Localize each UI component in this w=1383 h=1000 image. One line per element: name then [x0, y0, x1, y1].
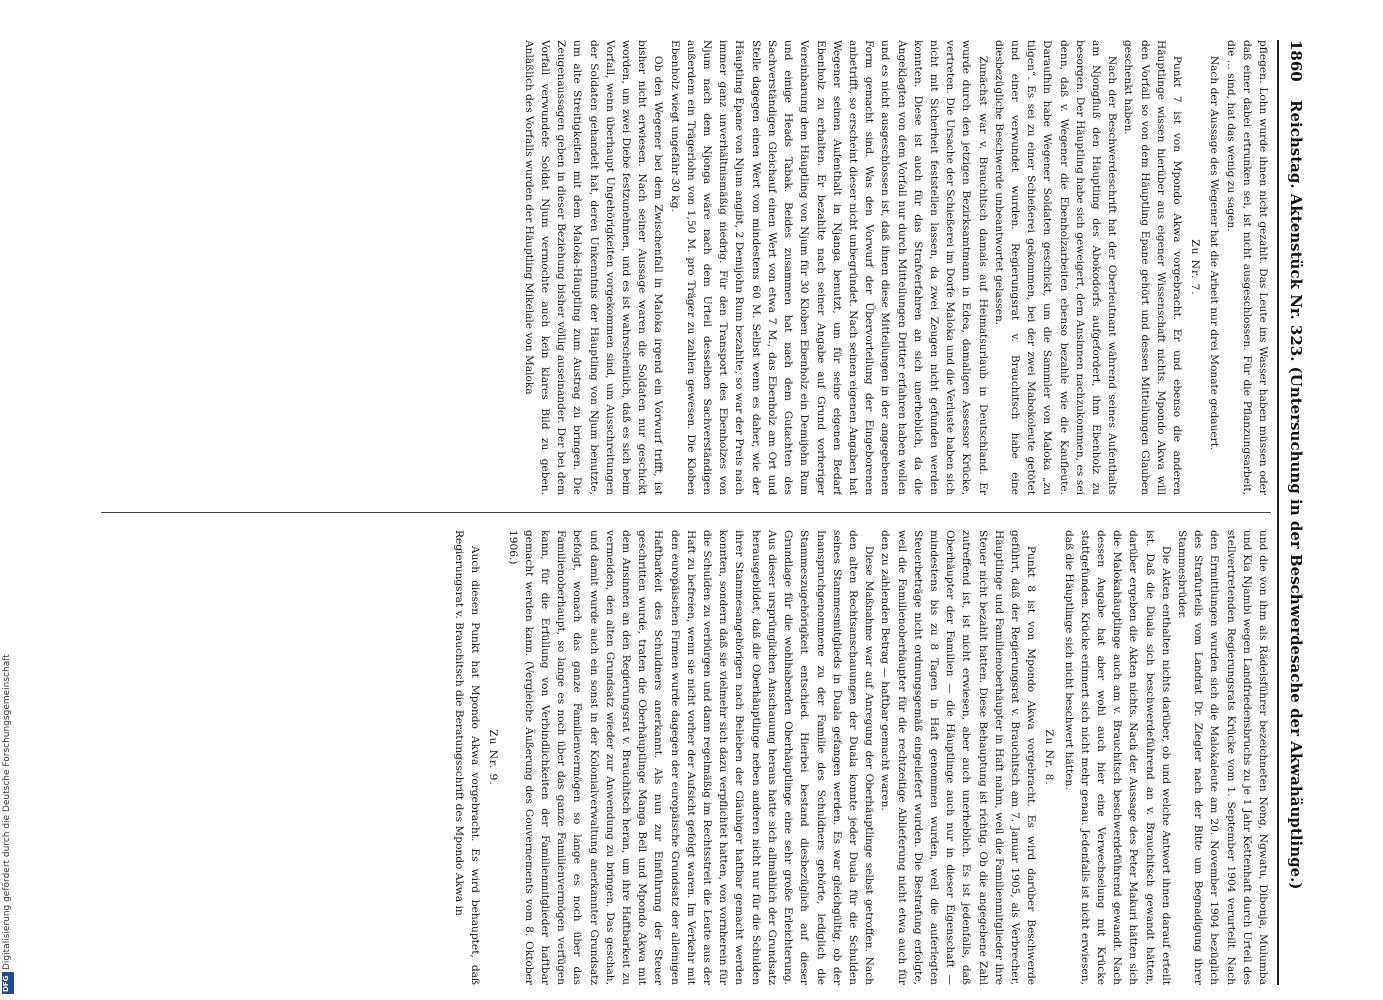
credit-text: Digitalisierung gefördert durch die Deutsche Forschungsgemeinschaft [2, 654, 12, 970]
paragraph: Die Akten enthalten nichts darüber, ob und welche Antwort ihnen darauf erteilt ist. Daß die Duala sich beschwerdeführend an v. Brauchitsch gewandt hätten, darüber ergeben die Akten nichts. Nach der Aussage des Peter Makuri hätten sich die Malokahäuptlinge auch am v. Brauchitsch beschwerdeführend gewandt. Nach dessen Angabe hat aber wohl auch hier eine Verwechselung mit Krücke stattgefunden. Krücke erinnert sich nicht mehr genau. Jedenfalls ist nicht erwiesen, daß die Häuptlinge sich nicht beschwert hätten. [1062, 530, 1172, 985]
section-heading: Zu Nr. 8. [1043, 729, 1056, 786]
digitization-credit [0, 0, 18, 1000]
paragraph: Nach der Aussage des Wegener hat die Arbeit nur drei Monate gedauert. [1208, 55, 1221, 451]
paragraph: Punkt 8 ist von Mpondo Akwa vorgebracht. Es wird darüber Beschwerde geführt, daß der Regierungsrat v. Brauchitsch am 7. Januar 1905, als Verbrecher, Häuptlinge und Familienoberhäupter in Haft nahm, weil die Familienmitglieder ihre Steuer nicht bezahlt hatten. Diese Behauptung ist richtig. Ob die angegebene Zahl zutreffend ist, ist nicht erwiesen, aber auch unerheblich. Es ist jedenfalls, daß Oberhäupter der Familien — die Häuptlinge auch nur in dieser Eigenschaft — mindestens bis zu 8 Tagen in Haft genommen wurden, weil die auferlegten Steuerbeträge nicht ordnungsgemäß eingeliefert wurden. Die Bestrafung erfolgte, weil die Familienoberhäupter für die rechtzeitige Ablieferung nicht etwa auch für den zu zahlenden Betrag — haftbar gemacht waren. [879, 530, 1038, 985]
section-heading: Zu Nr. 7. [1189, 239, 1202, 296]
left-column [101, 40, 1271, 495]
paragraph: Diese Maßnahme war auf Anregung der Oberhäuptlinge selbst getroffen. Nach den alten Rechtsanschauungen der Duala konnte jeder Duala für die Schulden seines Stammesmitglieds in Duala gefangen werden. Es war gleichgültig, ob der Inanspruchgenommene zu der Familie des Schuldners gehörte, lediglich die Stammeszugehörigkeit entschied. Hierbei bestand diesbezüglich auf dieser Grundlage für die wohlhabenden Oberhäuptlinge eine sehr große Erleichterung. Aus dieser ursprünglichen Anschauung heraus hatte sich allmählich der Grundsatz herausgebildet, daß die Oberhäuptlinge neben anderen nicht nur für die Schulden ihrer Stammesangehörigen nach Belieben der Gläubiger haftbar gemacht werden konnten, sondern daß sie vielmehr sich dazu verpflichtet hatten, von vornherein für die Schulden zu verbürgen und dann regelmäßig im Rechtsstreit die Leute aus der Haft zu befreien, wenn sie nicht vorher der Aufsicht gefolgt waren. Im Verkehr mit den europäischen Firmen wurde dagegen der europäische Grundsatz der alleinigen Haftbarkeit des Schuldners anerkannt. Als nun zur Einführung der Steuer geschritten wurde, traten die Oberhäuptlinge Manga Bell und Mpondo Akwa mit dem Ansinnen an den Regierungsrat v. Brauchitsch heran, um ihre Haftbarkeit zu vermeiden, den alten Grundsatz wieder zur Anwendung zu bringen. Das geschah, und damit wurde auch ein sonst in der Kolonialverwaltung anerkannter Grundsatz befolgt, wonach das ganze Familienvermögen so lange es noch über das Familienoberhaupt, so lange es noch über das ganze Familienvermögen verfügen kann, für die Erfüllung von Verbindlichkeiten der Familienmitglieder haftbar gemacht werden kann. (Vergleiche Äußerung des Gouvernements vom 8. Oktober 1906.) [506, 530, 876, 985]
page-header [1281, 40, 1305, 985]
paragraph: Auch diesen Punkt hat Mpondo Akwa vorgebracht. Es wird behauptet, daß Regierungsrat v. Brauchitsch die Beratungsschrift des Mpondo Akwa in [453, 530, 482, 985]
page-title: Reichstag. Aktenstück Nr. 323. (Untersuchung in der Beschwerdesache der Akwahäuptlinge.) [1287, 100, 1305, 890]
rotated-scan-page [75, 40, 1305, 985]
dfg-logo-text: DFG [2, 975, 10, 992]
paragraph: Nach der Beschwerdeschrift hat der Oberleutnant während seines Aufenthalts am Njongfluß den Häuptling des Abokodorfs aufgefordert, ihm Ebenholz zu besorgen. Der Häuptling habe sich geweigert, dem Ansinnen nachzukommen, es sei denn, daß v. Wegener die Ebenholzarbeiten ebenso bezahle wie die Kaufleute. Daraufhin habe Wegener Soldaten geschickt, um die Sammler von Maloka „zu tilgen“. Es sei zu einer Schießerei gekommen, bei der zwei Mabokoleute getötet und einer verwundet wurden. Regierungsrat v. Brauchitsch habe eine diesbezügliche Beschwerde unbeantwortet gelassen. [992, 40, 1119, 495]
paragraph: und die von ihm als Rädelsführer bezeichneten Nong, Ngwatu, Dibonja, Mulumba und Kia Njambi wegen Landfriedensbruchs zu je 1 Jahr Kettenhaft durch Urteil des stellvertretenden Regierungsrats Krücke vom 1. September 1904 verurteilt. Nach den Ermittlungen wurden sich die Malokaleute am 20. November 1904 bezüglich des Strafurteils vom Landrat Dr. Ziegler nach der Bitte um Begnadigung ihrer Stammesbrüder. [1175, 530, 1269, 985]
paragraph: Punkt 7 ist von Mpondo Akwa vorgebracht. Er und ebenso die anderen Häuptlinge wissen hierüber aus eigener Wissenschaft nichts. Mpondo Akwa will den Vorfall so von dem Häuptling Epane gehört und dessen Mitteilungen Glauben geschenkt haben. [1122, 40, 1183, 495]
dfg-logo [2, 972, 14, 994]
paragraph: Ob den Wegener bei dem Zwischenfall in Maloka irgend ein Vorwurf trifft, ist bisher nicht erwiesen. Nach seiner Aussage waren die Soldaten nur geschickt worden, um zwei Diebe festzunehmen, und es ist wahrscheinlich, daß es sich beim Vorfall, wenn überhaupt Ungehörigkeiten vorgekommen sind, um Ausschreitungen der Soldaten gehandelt hat, deren Unkenntnis der Häuptling von Njum benutzte, um alte Streitigkeiten mit dem Maloka-Häuptling zum Austrag zu bringen. Die Zeugenaussagen geben in dieser Beziehung bisher völlig auseinander. Der bei dem Vorfall verwundete Soldat Njum vermochte auch kein klares Bild zu geben. Anläßlich des Vorfalls wurden der Häuptling Mikelale von Maloka [522, 40, 665, 495]
page-number: 1860 [1287, 40, 1305, 82]
column-divider [101, 512, 1271, 513]
paragraph: Zunächst war v. Brauchitsch damals auf Heimatsurlaub in Deutschland. Er wurde durch den jetzigen Bezirksamtmann in Edea, damaligen Assessor Krücke, vertreten. Die Ursache der Schießerei im Dorfe Maloka und die Verluste haben sich nicht mit Sicherheit feststellen lassen, da zwei Zeugen nicht gefunden werden konnten. Diese ist auch für das Strafverfahren an sich unerheblich, da die Angeklagten von dem Vorfall nur durch Mitteilungen Dritter erfahren haben wollen und es nicht ausgeschlossen ist, daß ihnen diese Mitteilungen in der angegebenen Form gemacht sind. Was den Vorwurf der Übervorteilung der Eingeborenen anbetrifft, so erscheint dieser nicht unbegründet. Nach seinen eigenen Angaben hat Wegener seinen Aufenthalt in Njanga benutzt, um für seine eigenen Bedarf Ebenholz zu erhalten. Er bezahlte nach seiner Angabe auf Grund vorheriger Vereinbarung dem Häuptling von Njum für 30 Kloben Ebenholz ein Demijohn Rum und einige Heads Tabak. Beides zusammen hat nach dem Gutachten des Sachverständigen Gleichauf einen Wert von etwa 7 M., das Ebenholz am Ort und Stelle dagegen einen Wert von mindestens 60 M. Selbst wenn es daher, wie der Häuptling Epane von Njum angibt, 2 Demijohn Rum bezahlte, so war der Preis nach immer ganz unverhältnismäßig niedrig. Für den Transport des Ebenholzes von Njum nach dem Njonga wäre nach dem Urteil desselben Sachverständigen außerdem ein Trägerlohn von 1,50 M. pro Träger zu zahlen gewesen. Die Kloben Ebenholz wiegt ungefähr 30 kg. [668, 40, 989, 495]
header-rule [1277, 40, 1279, 985]
section-heading: Zu Nr. 9. [487, 729, 500, 786]
right-column [101, 530, 1271, 985]
paragraph: pflegen. Lohn wurde ihnen nicht gezahlt. Das Leute ins Wasser haben müssen oder daß einer dabei ertrunken sei, ist nicht ausgeschlossen. Für die Pflanzungsarbeit, die ... sind, hat das wenig zu sagen. [1224, 40, 1269, 495]
